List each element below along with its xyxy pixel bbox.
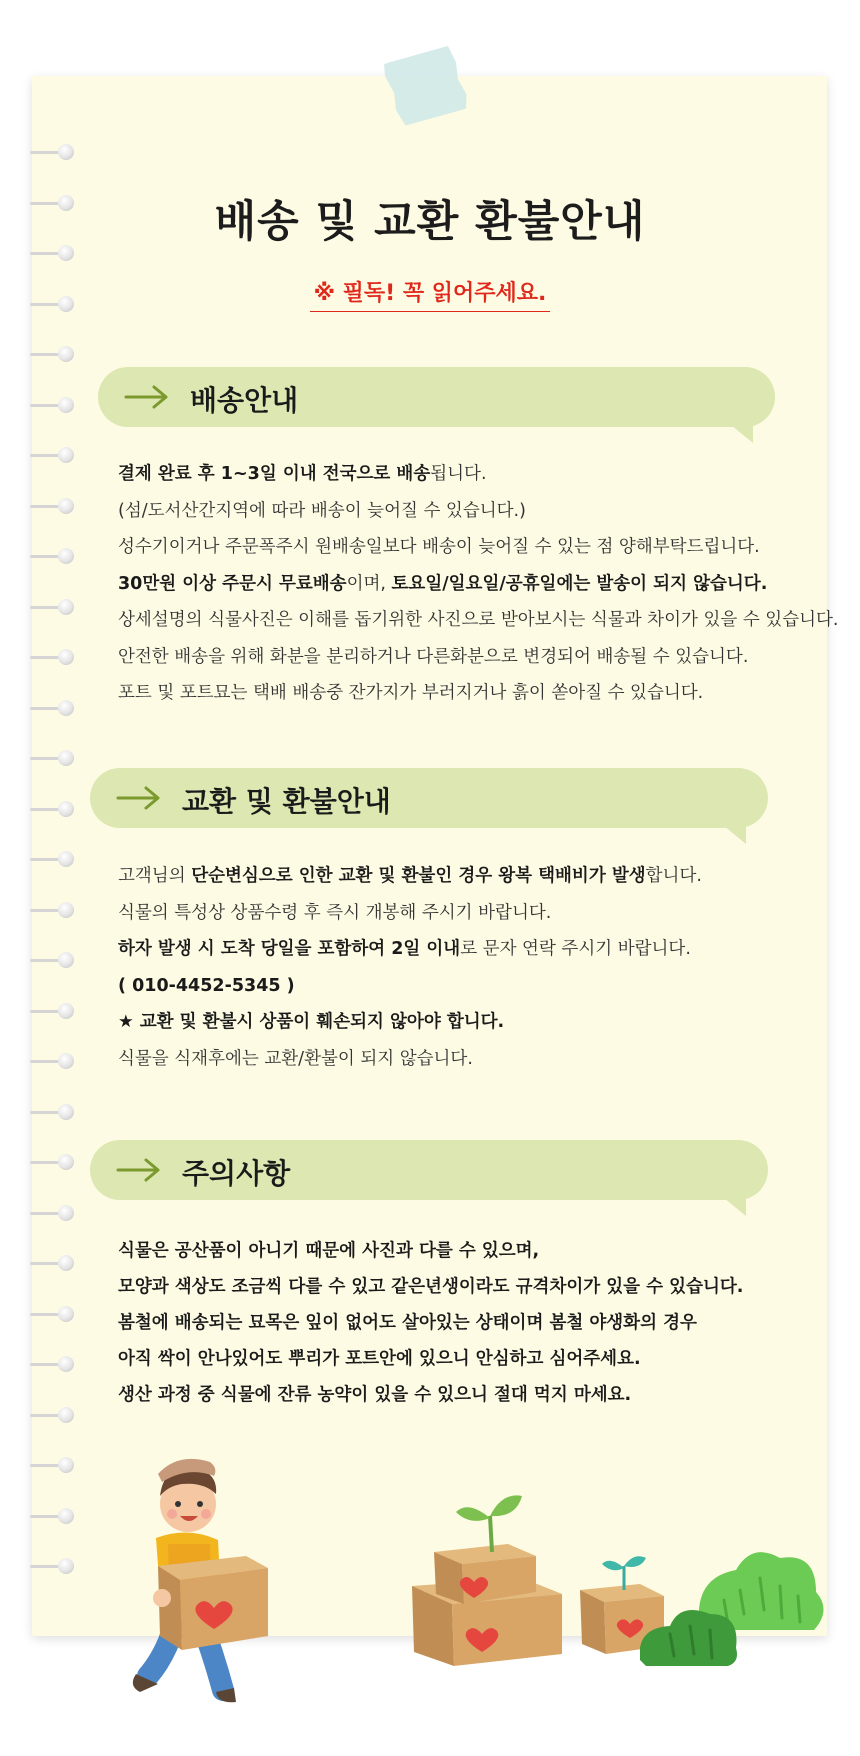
shipping-line <box>118 566 838 603</box>
caution-line: 봄철에 배송되는 묘목은 잎이 없어도 살아있는 상태이며 봄철 야생화의 경우 <box>118 1313 697 1333</box>
text-segment: 상세설명의 식물사진은 이해를 돕기위한 사진으로 받아보시는 식물과 차이가 있을 수 있습니다. <box>118 610 839 630</box>
text-segment: 이며, <box>346 573 392 594</box>
binding-ring <box>30 1407 74 1423</box>
section-header-exchange <box>90 768 768 828</box>
text-segment: 식물의 특성상 상품수령 후 즉시 개봉해 주시기 바랍니다. <box>118 902 552 923</box>
caution-line: 아직 싹이 안나있어도 뿌리가 포트안에 있으니 안심하고 심어주세요. <box>118 1349 641 1369</box>
text-segment: ★ 교환 및 환불시 상품이 훼손되지 않아야 합니다. <box>118 1012 505 1032</box>
shipping-line <box>118 675 838 712</box>
caution-line: 모양과 색상도 조금씩 다를 수 있고 같은년생이라도 규격차이가 있을 수 있습니다. <box>118 1277 744 1297</box>
binding-ring <box>30 1003 74 1019</box>
exchange-line <box>118 895 702 932</box>
binding-ring <box>30 1154 74 1170</box>
exchange-line <box>118 968 702 1005</box>
binding-ring <box>30 144 74 160</box>
page-title: 배송 및 교환 환불안내 <box>214 197 646 247</box>
section-title: 교환 및 환불안내 <box>182 785 391 818</box>
text-segment: 식물을 식재후에는 교환/환불이 되지 않습니다. <box>118 1048 473 1069</box>
section-title: 주의사항 <box>182 1157 291 1190</box>
caution-info <box>118 1233 743 1413</box>
exchange-line <box>118 1004 702 1041</box>
shipping-line <box>118 529 838 566</box>
binding-ring <box>30 1306 74 1322</box>
arrow-right-icon <box>116 1155 162 1185</box>
shipping-info <box>118 456 838 712</box>
text-segment: 로 문자 연락 주시기 바랍니다. <box>460 939 691 959</box>
text-segment: 합니다. <box>645 866 702 886</box>
binding-ring <box>30 1356 74 1372</box>
exchange-line <box>118 1041 702 1078</box>
binding-ring <box>30 1205 74 1221</box>
shipping-line <box>118 639 838 676</box>
exchange-info <box>118 858 702 1077</box>
binding-ring <box>30 750 74 766</box>
binding-ring <box>30 700 74 716</box>
binding-ring <box>30 1255 74 1271</box>
bush-icon <box>640 1530 830 1670</box>
shipping-line <box>118 493 838 530</box>
text-segment: 하자 발생 시 도착 당일을 포함하여 2일 이내 <box>118 939 461 959</box>
binding-ring <box>30 447 74 463</box>
binding-ring <box>30 1558 74 1574</box>
text-segment: 고객님의 <box>118 866 192 886</box>
section-header-shipping <box>98 367 775 427</box>
text-segment: 결제 완료 후 1~3일 이내 전국으로 배송 <box>118 464 431 484</box>
shipping-line <box>118 602 838 639</box>
text-segment: 됩니다. <box>430 464 487 484</box>
binding-ring <box>30 952 74 968</box>
binding-ring <box>30 649 74 665</box>
binding-ring <box>30 801 74 817</box>
binding-ring <box>30 498 74 514</box>
section-title: 배송안내 <box>190 384 299 417</box>
caution-line: 생산 과정 중 식물에 잔류 농약이 있을 수 있으니 절대 먹지 마세요. <box>118 1385 632 1405</box>
text-segment: 단순변심으로 인한 교환 및 환불인 경우 왕복 택배비가 발생 <box>191 866 646 886</box>
text-segment: 성수기이거나 주문폭주시 원배송일보다 배송이 늦어질 수 있는 점 양해부탁드립니다. <box>118 537 760 557</box>
text-segment: 토요일/일요일/공휴일에는 발송이 되지 않습니다. <box>391 573 768 594</box>
arrow-right-icon <box>116 783 162 813</box>
text-segment: (섬/도서산간지역에 따라 배송이 늦어질 수 있습니다.) <box>118 500 526 521</box>
binding-ring <box>30 1508 74 1524</box>
text-segment: 포트 및 포트묘는 택배 배송중 잔가지가 부러지거나 흙이 쏟아질 수 있습니다. <box>118 683 704 703</box>
section-header-caution <box>90 1140 768 1200</box>
text-segment: 안전한 배송을 위해 화분을 분리하거나 다른화분으로 변경되어 배송될 수 있습니다. <box>118 646 749 667</box>
binding-ring <box>30 1053 74 1069</box>
binding-ring <box>30 599 74 615</box>
text-segment: 30만원 이상 주문시 무료배송 <box>118 573 347 594</box>
binding-ring <box>30 851 74 867</box>
arrow-right-icon <box>124 382 170 412</box>
binding-ring <box>30 1104 74 1120</box>
shipping-line <box>118 456 838 493</box>
text-segment: ( 010-4452-5345 ) <box>118 975 295 996</box>
binding-ring <box>30 346 74 362</box>
must-read-notice: ※ 필독! 꼭 읽어주세요. <box>310 276 551 312</box>
exchange-line <box>118 931 702 968</box>
binding-ring <box>30 397 74 413</box>
binding-ring <box>30 548 74 564</box>
caution-line: 식물은 공산품이 아니기 때문에 사진과 다를 수 있으며, <box>118 1241 540 1261</box>
delivery-person-icon <box>118 1438 288 1708</box>
binding-ring <box>30 1457 74 1473</box>
binding-ring <box>30 902 74 918</box>
exchange-line <box>118 858 702 895</box>
